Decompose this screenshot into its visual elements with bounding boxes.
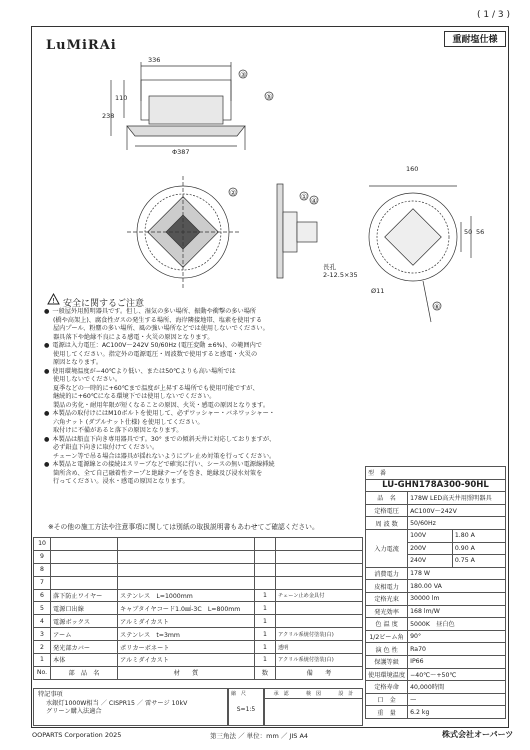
spec-row: [366, 492, 506, 505]
safety-line: [44, 393, 379, 402]
callout-6: ⑥: [434, 303, 441, 311]
part-name: 電源ボックス: [51, 615, 118, 628]
input-voltage: 200V: [408, 542, 453, 555]
model-number: LU-GHN178A300-90HL: [366, 479, 506, 492]
callout-3: ③: [240, 71, 247, 79]
spec-value: —: [408, 693, 506, 706]
spec-label: 保護等級: [366, 655, 408, 668]
part-material: [118, 550, 255, 563]
spec-value: −40℃〜+50℃: [408, 668, 506, 681]
special-notes: [33, 688, 228, 726]
safety-text: 一般屋外用照明器具です。但し、湿気の多い場所、振動や衝撃の多い場所: [52, 308, 257, 315]
table-row: [34, 654, 363, 667]
spec-value: Ra70: [408, 643, 506, 656]
table-header-row: [34, 666, 363, 679]
spec-label: 重 量: [366, 706, 408, 719]
footer-copyright: OOPARTS Corporation 2025: [32, 731, 122, 739]
table-row: [34, 538, 363, 551]
dim-336: 336: [148, 56, 161, 64]
part-qty: [255, 538, 276, 551]
part-name: アーム: [51, 628, 118, 641]
part-qty: 1: [255, 628, 276, 641]
spec-value: 180.00 VA: [408, 580, 506, 593]
bullet-mark: ●: [44, 367, 50, 375]
bullet-mark: ●: [44, 342, 50, 349]
spec-value: 5000K 昼白色: [408, 618, 506, 631]
spec-value: 90°: [408, 630, 506, 643]
table-row: [34, 550, 363, 563]
check-label: 検 図: [305, 691, 321, 697]
spec-row: [366, 706, 506, 719]
part-qty: [255, 576, 276, 589]
spec-table: [365, 466, 506, 719]
table-row: [34, 576, 363, 589]
warning-triangle-icon: [47, 293, 60, 305]
safety-line: [44, 410, 379, 419]
parts-header-no: No.: [34, 666, 51, 679]
spec-label: 定格光束: [366, 592, 408, 605]
spec-label: 消費電力: [366, 567, 408, 580]
spec-row: [366, 681, 506, 694]
bullet-mark: ●: [44, 435, 50, 443]
special-notes-title: 特記事項: [38, 691, 63, 698]
page-number: ( 1 / 3 ): [477, 10, 510, 20]
part-no: 4: [34, 615, 51, 628]
callout-2: ②: [230, 189, 237, 197]
front-view-body: [277, 184, 283, 278]
footer-company: 株式会社オーパーツ: [442, 730, 514, 739]
callout-1: ①: [301, 193, 308, 201]
dim-50: 50: [464, 228, 473, 236]
safety-text: 使用してください。指定外の電源電圧・周波数で使用すると感電・火災の: [53, 350, 258, 358]
safety-text: 行ってください。浸水・感電の原因となります。: [53, 478, 189, 485]
safety-text: 夏季などの一時的に+60℃まで温度が上昇する場所でも使用可能ですが、: [53, 384, 259, 392]
part-remarks: 透明: [276, 641, 363, 654]
safety-line: [44, 385, 379, 394]
table-row: [34, 615, 363, 628]
part-remarks: [276, 576, 363, 589]
safety-line: [44, 444, 379, 453]
safety-title: 安全に関するご注意: [63, 299, 145, 309]
safety-line: [44, 478, 379, 487]
safety-text: 取付けに不備があると落下の原因となります。: [53, 427, 183, 434]
bullet-mark: ●: [44, 308, 50, 315]
spec-row: [366, 567, 506, 580]
safety-line: [44, 342, 379, 351]
parts-table: [33, 537, 363, 680]
part-qty: 1: [255, 589, 276, 602]
input-current: 0.75 A: [452, 555, 505, 568]
table-row: [34, 589, 363, 602]
safety-line: [44, 334, 379, 343]
spec-value: 168 lm/W: [408, 605, 506, 618]
spec-row: [366, 580, 506, 593]
part-remarks: アクリル系焼付塗装(白): [276, 654, 363, 667]
spec-row: [366, 504, 506, 517]
spec-row: [366, 592, 506, 605]
spec-value: 50/60Hz: [408, 517, 506, 530]
safety-line: [44, 317, 379, 326]
brand-logo: LuMiRAi: [46, 38, 117, 53]
spec-row: [366, 630, 506, 643]
scale-value: S=1:5: [236, 706, 256, 713]
spec-row: [366, 479, 506, 492]
svg-text:!: !: [52, 297, 56, 305]
doc-title: 重耐塩仕様: [444, 31, 506, 47]
spec-row: [366, 467, 506, 480]
manual-note: ※その他の施工方法や注意事項に関しては別紙の取扱説明書もあわせてご確認ください。: [48, 523, 319, 531]
spec-row: [366, 643, 506, 656]
footer-standards: 第三角法 ／ 単位：mm ／ JIS A4: [210, 732, 309, 740]
design-label: 設 計: [338, 691, 354, 697]
safety-line: [44, 368, 379, 377]
spec-label: 定格電圧: [366, 504, 408, 517]
safety-list: [44, 308, 379, 487]
safety-line: [44, 453, 379, 462]
part-remarks: [276, 538, 363, 551]
spec-row: [366, 517, 506, 530]
part-qty: 1: [255, 615, 276, 628]
safety-text: 六角ナット (ダブルナット仕様) を使用してください。: [53, 418, 204, 426]
side-view-body: [149, 96, 223, 124]
safety-text: 本製品の取付けにはM10ボルトを使用して、必ずワッシャー・バネワッシャー・: [52, 410, 275, 417]
safety-line: [44, 470, 379, 479]
spec-row: [366, 605, 506, 618]
dim-56: 56: [476, 228, 485, 236]
spec-row: [366, 618, 506, 631]
part-name: [51, 538, 118, 551]
spec-label: 発光効率: [366, 605, 408, 618]
part-name: 本体: [51, 654, 118, 667]
safety-text: 本製品は船直下向き専用器具です。30° までの傾斜天井に対応しておりますが、: [52, 435, 276, 443]
slot-size: 2-12.5×35: [323, 271, 358, 279]
scale-box: [228, 688, 264, 726]
spec-value: 30000 lm: [408, 592, 506, 605]
dim-387: Φ387: [172, 148, 190, 156]
table-row: [34, 628, 363, 641]
approval-box: [264, 688, 363, 726]
safety-line: [44, 351, 379, 360]
safety-text: 器具落下や絶縁不良による感電・火災の原因となります。: [53, 333, 214, 341]
part-material: [118, 576, 255, 589]
safety-line: [44, 427, 379, 436]
safety-line: [44, 308, 379, 317]
safety-text: 電源は入力電圧：AC100V〜242V 50/60Hz (電圧変動 ±6%)、の範囲内で: [52, 342, 262, 349]
spec-label: 周 波 数: [366, 517, 408, 530]
spec-value: 178W LED高天井用照明器具: [408, 492, 506, 505]
spec-label: 色 温 度: [366, 618, 408, 631]
spec-label: 皮相電力: [366, 580, 408, 593]
part-no: 6: [34, 589, 51, 602]
safety-line: [44, 436, 379, 445]
part-qty: [255, 550, 276, 563]
safety-text: 継続的に+60℃になる環境下では使用しないでください。: [53, 393, 216, 400]
safety-text: (橋や高架上)、腐食性ガスの発生する場所、海岸隣接地帯、塩素を使用する: [53, 316, 263, 324]
safety-text: 本製品と電源線との接続はスリーブなどで確実に行い、シースの無い電源線挿続: [52, 461, 275, 468]
part-remarks: [276, 602, 363, 615]
dim-160: 160: [406, 165, 419, 173]
safety-line: [44, 419, 379, 428]
bullet-mark: ●: [44, 461, 50, 468]
part-material: アルミダイカスト: [118, 615, 255, 628]
slot-label: 長孔: [323, 263, 336, 271]
safety-line: [44, 325, 379, 334]
part-qty: 1: [255, 654, 276, 667]
input-current: 0.90 A: [452, 542, 505, 555]
spec-row: [366, 655, 506, 668]
safety-text: 屋内プール、粉塵の多い場所、風の強い場所などでは使用しないでください。: [53, 325, 269, 332]
safety-line: [44, 402, 379, 411]
scale-label: 縮 尺: [231, 691, 247, 697]
part-material: ステンレス t=3mm: [118, 628, 255, 641]
approval-label: 承 認: [273, 691, 289, 697]
safety-text: 製品の劣化・耐用年限が短くなることの原因、火災・感電の原因となります。: [53, 401, 270, 409]
part-name: 落下防止ワイヤー: [51, 589, 118, 602]
part-remarks: [276, 563, 363, 576]
input-current-label: 入力電流: [366, 529, 408, 567]
spec-label: 口 金: [366, 693, 408, 706]
side-view-cover: [127, 126, 245, 136]
parts-header-name: 部 品 名: [51, 666, 118, 679]
special-notes-line2: グリーン購入法適合: [46, 708, 102, 715]
dim-238: 238: [102, 112, 115, 120]
part-no: 1: [34, 654, 51, 667]
spec-label: 演 色 性: [366, 643, 408, 656]
parts-header-remarks: 備 考: [276, 666, 363, 679]
spec-row: [366, 693, 506, 706]
part-no: 10: [34, 538, 51, 551]
bullet-mark: ●: [44, 410, 50, 417]
part-material: [118, 538, 255, 551]
model-label: 型 番: [366, 467, 506, 480]
part-material: キャブタイヤコード1.0㎟-3C L=800mm: [118, 602, 255, 615]
part-remarks: チェーン止め金具付: [276, 589, 363, 602]
part-remarks: [276, 550, 363, 563]
part-no: 7: [34, 576, 51, 589]
safety-text: 必ず鉛直下向きに取付けてください。: [53, 444, 159, 451]
dim-11: Ø11: [371, 287, 385, 295]
part-material: ステンレス L=1000mm: [118, 589, 255, 602]
part-no: 9: [34, 550, 51, 563]
part-material: アルミダイカスト: [118, 654, 255, 667]
callout-5: ⑤: [266, 93, 273, 101]
callout-4: ④: [311, 197, 318, 205]
input-current: 1.80 A: [452, 529, 505, 542]
input-voltage: 100V: [408, 529, 453, 542]
part-name: [51, 550, 118, 563]
part-qty: 1: [255, 641, 276, 654]
part-remarks: [276, 615, 363, 628]
part-no: 2: [34, 641, 51, 654]
spec-value: IP66: [408, 655, 506, 668]
part-name: [51, 576, 118, 589]
part-name: 発光部カバー: [51, 641, 118, 654]
table-row: [34, 641, 363, 654]
part-name: 電源口出線: [51, 602, 118, 615]
dim-110: 110: [115, 94, 128, 102]
special-notes-line1: 水銀灯1000W相当 ／ CISPR15 ／ 雷サージ 10kV: [46, 699, 188, 707]
part-name: [51, 563, 118, 576]
safety-line: [44, 461, 379, 470]
spec-row: [366, 529, 506, 542]
part-no: 5: [34, 602, 51, 615]
spec-value: AC100V〜242V: [408, 504, 506, 517]
part-no: 3: [34, 628, 51, 641]
spec-value: 40,000時間: [408, 681, 506, 694]
safety-line: [44, 359, 379, 368]
part-material: ポリカーボネート: [118, 641, 255, 654]
safety-line: [44, 376, 379, 385]
spec-label: 定格寿命: [366, 681, 408, 694]
input-voltage: 240V: [408, 555, 453, 568]
spec-label: 1/2ビーム角: [366, 630, 408, 643]
spec-row: [366, 668, 506, 681]
safety-text: 箇所含め、全て自己融着性テープと絶縁テープを巻き、絶縁及び浸水対策を: [53, 469, 263, 477]
safety-text: 原因となります。: [53, 359, 103, 366]
safety-text: チェーン等で吊る場合は器具が揺れないようにブレ止め対策を行ってください。: [53, 452, 276, 460]
part-qty: [255, 563, 276, 576]
spec-value: 178 W: [408, 567, 506, 580]
safety-text: 使用環境温度が−40℃より低い、または50℃よりも高い場所では: [52, 367, 236, 375]
front-view-power-box: [297, 222, 317, 242]
spec-value: 6.2 kg: [408, 706, 506, 719]
part-material: [118, 563, 255, 576]
table-row: [34, 602, 363, 615]
table-row: [34, 563, 363, 576]
part-no: 8: [34, 563, 51, 576]
spec-label: 使用環境温度: [366, 668, 408, 681]
part-remarks: アクリル系焼付塗装(白): [276, 628, 363, 641]
spec-label: 品 名: [366, 492, 408, 505]
parts-header-material: 材 質: [118, 666, 255, 679]
safety-text: 使用しないでください。: [53, 376, 122, 383]
parts-header-qty: 数: [255, 666, 276, 679]
part-qty: 1: [255, 602, 276, 615]
